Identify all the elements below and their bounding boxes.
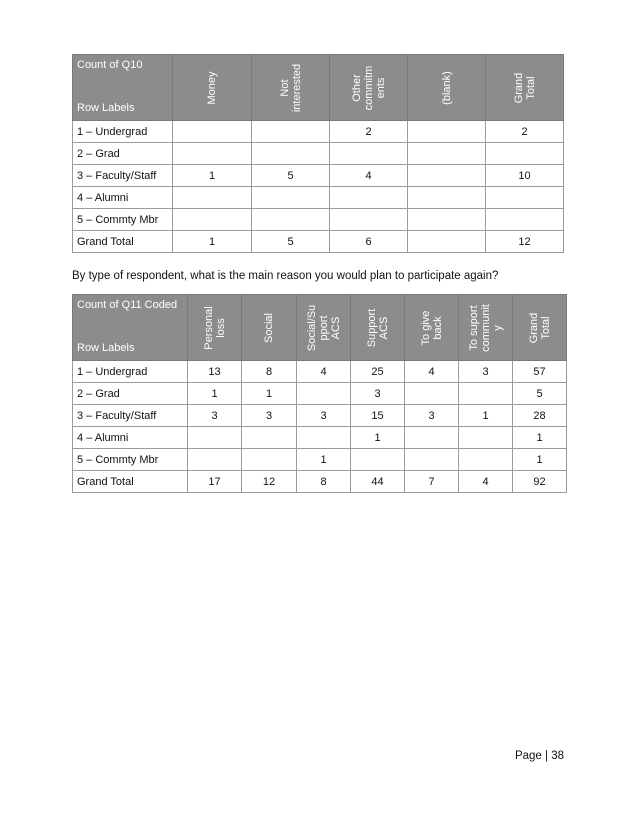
grand-total-row [73, 231, 564, 253]
cell [252, 121, 330, 143]
cell: 2 [486, 121, 564, 143]
row-label: 5 – Commty Mbr [73, 209, 173, 231]
corner-cell [73, 55, 173, 121]
cell: 3 [405, 405, 459, 427]
row-label: 4 – Alumni [73, 427, 188, 449]
count-label: Count of Q10 [77, 59, 143, 71]
column-header: Grand Total [486, 55, 564, 121]
cell: 15 [351, 405, 405, 427]
cell: 1 [242, 383, 297, 405]
table-header-row [73, 295, 567, 361]
row-label: 1 – Undergrad [73, 121, 173, 143]
column-header: Support ACS [351, 295, 405, 361]
cell [297, 383, 351, 405]
cell [408, 187, 486, 209]
cell [330, 143, 408, 165]
cell [408, 121, 486, 143]
cell [486, 143, 564, 165]
question-text: By type of respondent, what is the main reason you would plan to participate again? [72, 270, 499, 282]
table-row [73, 449, 567, 471]
cell [486, 209, 564, 231]
cell [405, 427, 459, 449]
cell: 25 [351, 361, 405, 383]
row-label: 2 – Grad [73, 383, 188, 405]
cell: 4 [405, 361, 459, 383]
corner-cell [73, 295, 188, 361]
row-label: 5 – Commty Mbr [73, 449, 188, 471]
cell: 17 [188, 471, 242, 493]
cell: 57 [513, 361, 567, 383]
column-header: To suport communit y [459, 295, 513, 361]
cell [408, 165, 486, 187]
table-header-row [73, 55, 564, 121]
cell [297, 427, 351, 449]
cell [173, 209, 252, 231]
cell [408, 143, 486, 165]
row-labels-label: Row Labels [77, 102, 135, 114]
cell [173, 121, 252, 143]
cell [252, 143, 330, 165]
cell: 12 [486, 231, 564, 253]
cell: 44 [351, 471, 405, 493]
table-row [73, 427, 567, 449]
cell: 3 [242, 405, 297, 427]
cell: 8 [242, 361, 297, 383]
cell [459, 383, 513, 405]
column-header: Grand Total [513, 295, 567, 361]
row-label: 4 – Alumni [73, 187, 173, 209]
cell [459, 427, 513, 449]
cell: 3 [188, 405, 242, 427]
cell: 5 [252, 231, 330, 253]
row-label: Grand Total [73, 231, 173, 253]
cell: 92 [513, 471, 567, 493]
cell [242, 449, 297, 471]
cell [173, 143, 252, 165]
column-header: Social [242, 295, 297, 361]
row-label: Grand Total [73, 471, 188, 493]
cell [459, 449, 513, 471]
row-label: 1 – Undergrad [73, 361, 188, 383]
cell: 1 [173, 165, 252, 187]
table-row [73, 165, 564, 187]
cell: 7 [405, 471, 459, 493]
cell: 6 [330, 231, 408, 253]
column-header: Not interested [252, 55, 330, 121]
cell [351, 449, 405, 471]
page-number: Page | 38 [514, 750, 564, 762]
cell: 1 [459, 405, 513, 427]
cell [252, 209, 330, 231]
cell: 8 [297, 471, 351, 493]
cell: 4 [459, 471, 513, 493]
cell [330, 209, 408, 231]
table-row [73, 361, 567, 383]
cell: 4 [297, 361, 351, 383]
grand-total-row [73, 471, 567, 493]
cell: 2 [330, 121, 408, 143]
cell [486, 187, 564, 209]
cell: 28 [513, 405, 567, 427]
cell: 12 [242, 471, 297, 493]
table-row [73, 383, 567, 405]
cell: 1 [188, 383, 242, 405]
row-label: 3 – Faculty/Staff [73, 405, 188, 427]
cell: 1 [173, 231, 252, 253]
cell: 4 [330, 165, 408, 187]
cell [242, 427, 297, 449]
row-label: 2 – Grad [73, 143, 173, 165]
column-header: (blank) [408, 55, 486, 121]
cell [173, 187, 252, 209]
cell [408, 231, 486, 253]
cell: 1 [513, 427, 567, 449]
row-label: 3 – Faculty/Staff [73, 165, 173, 187]
column-header: Personal loss [188, 295, 242, 361]
cell: 1 [513, 449, 567, 471]
q11-pivot-table [72, 294, 567, 493]
cell: 3 [459, 361, 513, 383]
row-labels-label: Row Labels [77, 342, 135, 354]
table-row [73, 187, 564, 209]
cell: 1 [297, 449, 351, 471]
column-header: To give back [405, 295, 459, 361]
cell: 13 [188, 361, 242, 383]
cell [188, 427, 242, 449]
q10-pivot-table [72, 54, 564, 253]
cell [405, 449, 459, 471]
column-header: Social/Su pport ACS [297, 295, 351, 361]
column-header: Other commitm ents [330, 55, 408, 121]
table-row [73, 209, 564, 231]
cell [188, 449, 242, 471]
cell [408, 209, 486, 231]
cell: 10 [486, 165, 564, 187]
cell: 3 [297, 405, 351, 427]
cell [405, 383, 459, 405]
cell: 5 [252, 165, 330, 187]
column-header: Money [173, 55, 252, 121]
cell: 3 [351, 383, 405, 405]
cell: 5 [513, 383, 567, 405]
cell [252, 187, 330, 209]
table-row [73, 143, 564, 165]
cell [330, 187, 408, 209]
count-label: Count of Q11 Coded [77, 299, 178, 311]
cell: 1 [351, 427, 405, 449]
table-row [73, 405, 567, 427]
table-row [73, 121, 564, 143]
